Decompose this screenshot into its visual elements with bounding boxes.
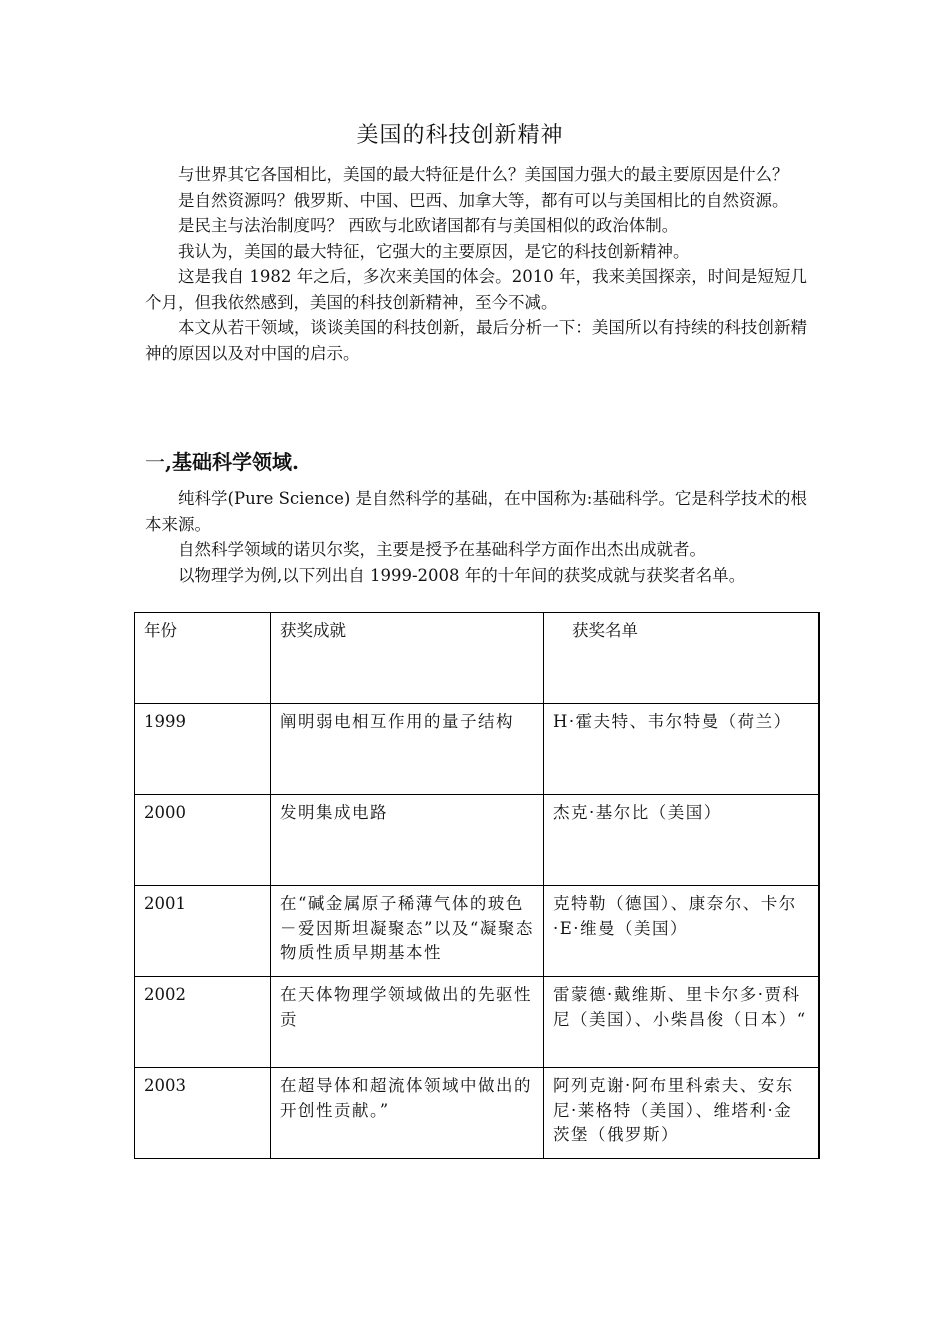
table-row — [135, 704, 819, 795]
cell-achievement: 在天体物理学领域做出的先驱性贡 — [271, 977, 544, 1068]
section-heading-number: 一 — [145, 450, 165, 474]
intro-paragraph: 是民主与法治制度吗？ 西欧与北欧诸国都有与美国相似的政治体制。 — [178, 216, 679, 235]
intro-paragraph: 这是我自 1982 年之后，多次来美国的体会。2010 年，我来美国探亲，时间是短短几个月，但我依然感到，美国的科技创新精神，至今不减。 — [145, 267, 807, 312]
cell-achievement: 发明集成电路 — [271, 795, 544, 886]
section-paragraph: 自然科学领域的诺贝尔奖，主要是授予在基础科学方面作出杰出成就者。 — [178, 540, 706, 559]
cell-laureates: H·霍夫特、韦尔特曼（荷兰） — [544, 704, 819, 795]
section-heading — [145, 446, 299, 475]
cell-year: 2000 — [135, 795, 271, 886]
table-row — [135, 1068, 819, 1159]
intro-section — [145, 162, 807, 366]
cell-year: 2001 — [135, 886, 271, 977]
table-row — [135, 977, 819, 1068]
header-laureates: 获奖名单 — [544, 613, 819, 704]
header-achievement: 获奖成就 — [271, 613, 544, 704]
table-row — [135, 886, 819, 977]
intro-paragraph: 与世界其它各国相比，美国的最大特征是什么？美国国力强大的最主要原因是什么？ — [178, 165, 789, 184]
header-year: 年份 — [135, 613, 271, 704]
cell-achievement: 在“碱金属原子稀薄气体的玻色－爱因斯坦凝聚态”以及“凝聚态物质性质早期基本性 — [271, 886, 544, 977]
table-header-row — [135, 613, 819, 704]
intro-paragraph: 是自然资源吗？俄罗斯、中国、巴西、加拿大等，都有可以与美国相比的自然资源。 — [178, 190, 789, 210]
cell-laureates: 杰克·基尔比（美国） — [544, 795, 819, 886]
intro-paragraph: 我认为，美国的最大特征，它强大的主要原因，是它的科技创新精神。 — [178, 241, 690, 261]
cell-year: 2003 — [135, 1068, 271, 1159]
nobel-physics-table — [134, 612, 820, 1159]
cell-laureates: 雷蒙德·戴维斯、里卡尔多·贾科尼（美国）、小柴昌俊（日本）“ — [544, 977, 819, 1068]
cell-achievement: 阐明弱电相互作用的量子结构 — [271, 704, 544, 795]
cell-laureates: 克特勒（德国）、康奈尔、卡尔·E·维曼（美国） — [544, 886, 819, 977]
document-title: 美国的科技创新精神 — [356, 123, 564, 148]
section-paragraph: 以物理学为例,以下列出自 1999-2008 年的十年间的获奖成就与获奖者名单。 — [178, 565, 746, 585]
section-heading-text: ,基础科学领域. — [165, 450, 299, 474]
section-body — [145, 486, 807, 588]
cell-laureates: 阿列克谢·阿布里科索夫、安东尼·莱格特（美国）、维塔利·金茨堡（俄罗斯） — [544, 1068, 819, 1159]
table-row — [135, 795, 819, 886]
cell-achievement: 在超导体和超流体领域中做出的开创性贡献。” — [271, 1068, 544, 1159]
intro-paragraph: 本文从若干领域，谈谈美国的科技创新，最后分析一下：美国所以有持续的科技创新精神的原因以及对中国的启示。 — [145, 318, 807, 363]
cell-year: 2002 — [135, 977, 271, 1068]
cell-year: 1999 — [135, 704, 271, 795]
section-paragraph: 纯科学(Pure Science) 是自然科学的基础，在中国称为:基础科学。它是科学技术的根本来源。 — [145, 489, 807, 534]
